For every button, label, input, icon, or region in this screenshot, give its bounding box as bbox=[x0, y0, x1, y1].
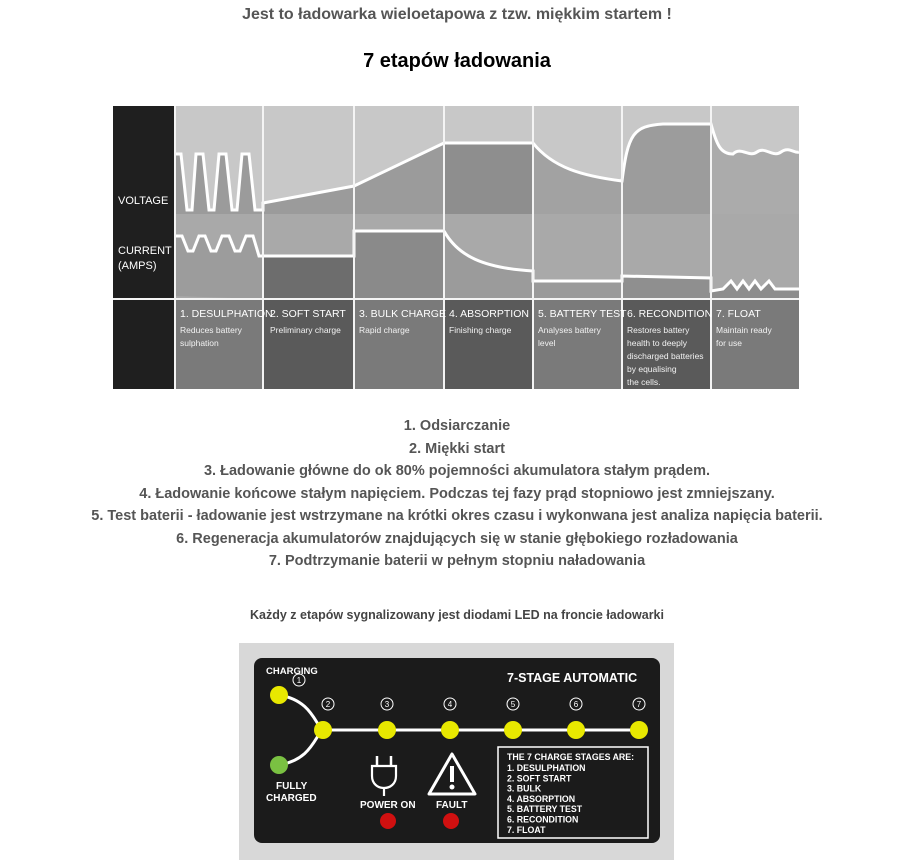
stages-list bbox=[0, 415, 914, 573]
stage-title-4: 4. ABSORPTION bbox=[449, 308, 529, 320]
stage-title-3: 3. BULK CHARGE bbox=[359, 308, 446, 320]
stage-led-5 bbox=[504, 721, 522, 739]
led-number-2: 2 bbox=[325, 700, 331, 709]
stage-desc-6: health to deeply bbox=[627, 338, 688, 348]
fully-charged-led bbox=[270, 756, 288, 774]
stage-title-5: 5. BATTERY TEST bbox=[538, 308, 627, 320]
step-1: 1. Odsiarczanie bbox=[403, 418, 511, 434]
stages-box-item-4: 4. ABSORPTION bbox=[507, 793, 576, 804]
stages-box-item-6: 6. RECONDITION bbox=[507, 814, 579, 825]
stage-title-7: 7. FLOAT bbox=[716, 308, 761, 320]
stage-led-6 bbox=[567, 721, 585, 739]
stages-box-item-3: 3. BULK bbox=[507, 783, 542, 794]
led-number-3: 3 bbox=[384, 700, 390, 709]
stage-title-6: 6. RECONDITION bbox=[627, 308, 713, 320]
power-plug-icon bbox=[372, 756, 396, 796]
stage-title-2: 2. SOFT START bbox=[270, 308, 346, 320]
charged-label: CHARGED bbox=[266, 793, 317, 804]
step-3: 3. Ładowanie główne do ok 80% pojemności akumulatora stałym prądem. bbox=[203, 463, 711, 479]
stage-led-4 bbox=[441, 721, 459, 739]
intro-text: Jest to ładowarka wieloetapowa z tzw. miękkim startem ! bbox=[242, 6, 672, 23]
stage-desc-7: for use bbox=[716, 338, 742, 348]
stage-desc-5: level bbox=[538, 338, 556, 348]
charger-front-panel bbox=[254, 658, 660, 843]
step-6: 6. Regeneracja akumulatorów znajdujących się w stanie głębokiego rozładowania bbox=[176, 530, 738, 547]
panel-svg bbox=[254, 658, 660, 843]
stage-led-1 bbox=[270, 686, 288, 704]
led-number-1: 1 bbox=[296, 676, 302, 685]
charging-label: CHARGING bbox=[266, 666, 318, 677]
warning-icon bbox=[429, 754, 475, 794]
step-4: 4. Ładowanie końcowe stałym napięciem. Podczas tej fazy prąd stopniowo jest zmniejszany. bbox=[139, 485, 775, 502]
fault-label: FAULT bbox=[436, 800, 468, 811]
stage-desc-1: sulphation bbox=[180, 338, 219, 348]
stages-box-item-1: 1. DESULPHATION bbox=[507, 763, 586, 773]
step-7: 7. Podtrzymanie baterii w pełnym stopniu naładowania bbox=[268, 553, 646, 569]
stage-desc-6: by equalising bbox=[627, 364, 677, 374]
stage-led-7 bbox=[630, 721, 648, 739]
led-number-5: 5 bbox=[510, 700, 516, 709]
stage-desc-4: Finishing charge bbox=[449, 325, 512, 335]
stages-box-item-2: 2. SOFT START bbox=[507, 773, 572, 784]
led-number-7: 7 bbox=[636, 700, 642, 709]
power-on-label: POWER ON bbox=[360, 800, 416, 811]
stage-desc-6: Restores battery bbox=[627, 325, 690, 335]
step-5: 5. Test baterii - ładowanie jest wstrzymane na krótki okres czasu i wykonwana jest analiza napięcia baterii. bbox=[91, 508, 823, 524]
fault-led bbox=[443, 813, 459, 829]
page-heading: 7 etapów ładowania bbox=[363, 50, 551, 72]
stages-box-item-7: 7. FLOAT bbox=[507, 824, 546, 835]
current-label: CURRENT bbox=[118, 245, 172, 257]
stage-desc-1: Reduces battery bbox=[180, 325, 242, 335]
stage-led-2 bbox=[314, 721, 332, 739]
stages-box-title: THE 7 CHARGE STAGES ARE: bbox=[507, 752, 635, 762]
stages-box-item-5: 5. BATTERY TEST bbox=[507, 804, 583, 815]
step-2: 2. Miękki start bbox=[409, 440, 505, 457]
led-number-4: 4 bbox=[447, 700, 453, 709]
panel-title: 7-STAGE AUTOMATIC bbox=[507, 671, 638, 685]
stage-desc-5: Analyses battery bbox=[538, 325, 601, 335]
fully-label: FULLY bbox=[276, 781, 308, 792]
stage-desc-3: Rapid charge bbox=[359, 325, 410, 335]
stage-desc-7: Maintain ready bbox=[716, 325, 772, 335]
amps-label: (AMPS) bbox=[118, 260, 157, 272]
stage-led-3 bbox=[378, 721, 396, 739]
stage-desc-6: the cells. bbox=[627, 377, 661, 387]
voltage-label: VOLTAGE bbox=[118, 195, 169, 207]
led-number-6: 6 bbox=[573, 700, 579, 709]
charge-stages-svg bbox=[113, 106, 799, 389]
stage-title-1: 1. DESULPHATION bbox=[180, 308, 273, 320]
power-on-led bbox=[380, 813, 396, 829]
led-note: Każdy z etapów sygnalizowany jest diodami LED na froncie ładowarki bbox=[250, 608, 664, 622]
stage-desc-2: Preliminary charge bbox=[270, 325, 341, 335]
charge-stages-diagram bbox=[113, 106, 799, 389]
stage-desc-6: discharged batteries bbox=[627, 351, 704, 361]
